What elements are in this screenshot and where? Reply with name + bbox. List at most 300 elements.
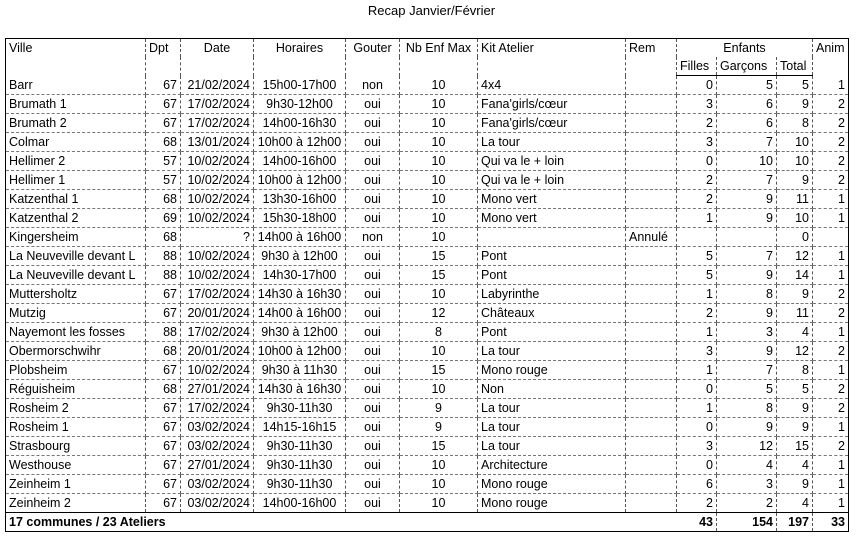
- cell-filles[interactable]: 3: [677, 342, 717, 361]
- cell-gouter[interactable]: oui: [346, 418, 400, 437]
- cell-gouter[interactable]: non: [346, 228, 400, 247]
- cell-date[interactable]: 03/02/2024: [181, 475, 254, 494]
- sheet-title: Recap Janvier/Février: [367, 3, 496, 18]
- cell-total[interactable]: 11: [777, 190, 813, 209]
- cell-horaires[interactable]: 14h30-17h00: [254, 266, 346, 285]
- cell-kit-atelier[interactable]: La tour: [478, 418, 626, 437]
- cell-anim[interactable]: 1: [813, 475, 849, 494]
- cell-garcons[interactable]: 9: [717, 342, 777, 361]
- cell-total[interactable]: 15: [777, 437, 813, 456]
- cell-total[interactable]: 10: [777, 152, 813, 171]
- header-anim[interactable]: Anim: [813, 39, 849, 76]
- cell-rem[interactable]: [626, 266, 677, 285]
- cell-total[interactable]: 5: [777, 76, 813, 95]
- cell-rem[interactable]: [626, 133, 677, 152]
- cell-anim[interactable]: 1: [813, 266, 849, 285]
- cell-garcons[interactable]: 9: [717, 190, 777, 209]
- cell-kit-atelier[interactable]: Pont: [478, 323, 626, 342]
- cell-gouter[interactable]: oui: [346, 456, 400, 475]
- cell-ville[interactable]: Réguisheim: [6, 380, 146, 399]
- cell-garcons[interactable]: 10: [717, 152, 777, 171]
- cell-dpt[interactable]: 67: [146, 76, 181, 95]
- cell-garcons[interactable]: 9: [717, 304, 777, 323]
- cell-horaires[interactable]: 9h30 à 11h30: [254, 361, 346, 380]
- cell-dpt[interactable]: 67: [146, 437, 181, 456]
- cell-kit-atelier[interactable]: Labyrinthe: [478, 285, 626, 304]
- cell-date[interactable]: 17/02/2024: [181, 285, 254, 304]
- cell-gouter[interactable]: oui: [346, 209, 400, 228]
- cell-date[interactable]: 10/02/2024: [181, 361, 254, 380]
- cell-anim[interactable]: 2: [813, 304, 849, 323]
- cell-gouter[interactable]: oui: [346, 380, 400, 399]
- cell-filles[interactable]: 0: [677, 456, 717, 475]
- cell-horaires[interactable]: 15h00-17h00: [254, 76, 346, 95]
- header-horaires[interactable]: Horaires: [254, 39, 346, 76]
- cell-date[interactable]: 10/02/2024: [181, 247, 254, 266]
- cell-date[interactable]: 03/02/2024: [181, 437, 254, 456]
- cell-filles[interactable]: 3: [677, 133, 717, 152]
- cell-horaires[interactable]: 14h30 à 16h30: [254, 380, 346, 399]
- cell-total[interactable]: 11: [777, 304, 813, 323]
- cell-garcons[interactable]: 5: [717, 76, 777, 95]
- cell-garcons[interactable]: 6: [717, 95, 777, 114]
- cell-rem[interactable]: [626, 171, 677, 190]
- cell-rem[interactable]: [626, 304, 677, 323]
- cell-total[interactable]: 0: [777, 228, 813, 247]
- cell-garcons[interactable]: 5: [717, 380, 777, 399]
- cell-filles[interactable]: 1: [677, 285, 717, 304]
- cell-anim[interactable]: 1: [813, 418, 849, 437]
- cell-kit-atelier[interactable]: Qui va le + loin: [478, 171, 626, 190]
- cell-total[interactable]: 4: [777, 456, 813, 475]
- cell-filles[interactable]: 3: [677, 437, 717, 456]
- cell-filles[interactable]: 1: [677, 361, 717, 380]
- cell-dpt[interactable]: 68: [146, 228, 181, 247]
- cell-ville[interactable]: Rosheim 1: [6, 418, 146, 437]
- cell-ville[interactable]: Plobsheim: [6, 361, 146, 380]
- cell-garcons[interactable]: 7: [717, 247, 777, 266]
- cell-rem[interactable]: [626, 380, 677, 399]
- cell-dpt[interactable]: 69: [146, 209, 181, 228]
- header-ville[interactable]: Ville: [6, 39, 146, 76]
- header-dpt[interactable]: Dpt: [146, 39, 181, 76]
- cell-ville[interactable]: Rosheim 2: [6, 399, 146, 418]
- cell-filles[interactable]: 5: [677, 247, 717, 266]
- cell-nb-enf-max[interactable]: 9: [400, 399, 478, 418]
- cell-dpt[interactable]: 68: [146, 342, 181, 361]
- cell-kit-atelier[interactable]: Non: [478, 380, 626, 399]
- cell-gouter[interactable]: oui: [346, 190, 400, 209]
- cell-dpt[interactable]: 67: [146, 304, 181, 323]
- cell-nb-enf-max[interactable]: 15: [400, 437, 478, 456]
- cell-rem[interactable]: [626, 342, 677, 361]
- header-garcons[interactable]: Garçons: [717, 57, 777, 76]
- cell-horaires[interactable]: 14h00-16h30: [254, 114, 346, 133]
- cell-gouter[interactable]: oui: [346, 494, 400, 513]
- cell-total[interactable]: 8: [777, 361, 813, 380]
- cell-dpt[interactable]: 68: [146, 133, 181, 152]
- cell-date[interactable]: 27/01/2024: [181, 380, 254, 399]
- cell-garcons[interactable]: 9: [717, 418, 777, 437]
- cell-ville[interactable]: Katzenthal 2: [6, 209, 146, 228]
- cell-kit-atelier[interactable]: 4x4: [478, 76, 626, 95]
- cell-dpt[interactable]: 68: [146, 380, 181, 399]
- cell-nb-enf-max[interactable]: 10: [400, 228, 478, 247]
- cell-anim[interactable]: 1: [813, 361, 849, 380]
- header-nb-enf-max[interactable]: Nb Enf Max: [400, 39, 478, 76]
- cell-dpt[interactable]: 67: [146, 494, 181, 513]
- cell-date[interactable]: 17/02/2024: [181, 323, 254, 342]
- cell-horaires[interactable]: 10h00 à 12h00: [254, 133, 346, 152]
- cell-date[interactable]: 27/01/2024: [181, 456, 254, 475]
- cell-gouter[interactable]: oui: [346, 266, 400, 285]
- cell-date[interactable]: 10/02/2024: [181, 209, 254, 228]
- cell-rem[interactable]: Annulé: [626, 228, 677, 247]
- cell-horaires[interactable]: 14h15-16h15: [254, 418, 346, 437]
- cell-gouter[interactable]: oui: [346, 323, 400, 342]
- cell-horaires[interactable]: 9h30 à 12h00: [254, 323, 346, 342]
- cell-anim[interactable]: 2: [813, 95, 849, 114]
- cell-kit-atelier[interactable]: Pont: [478, 266, 626, 285]
- cell-nb-enf-max[interactable]: 10: [400, 152, 478, 171]
- cell-date[interactable]: 17/02/2024: [181, 95, 254, 114]
- cell-rem[interactable]: [626, 456, 677, 475]
- cell-nb-enf-max[interactable]: 10: [400, 114, 478, 133]
- cell-date[interactable]: 10/02/2024: [181, 266, 254, 285]
- cell-filles[interactable]: 0: [677, 76, 717, 95]
- cell-rem[interactable]: [626, 494, 677, 513]
- cell-date[interactable]: 03/02/2024: [181, 494, 254, 513]
- cell-filles[interactable]: 2: [677, 171, 717, 190]
- cell-garcons[interactable]: 3: [717, 475, 777, 494]
- cell-kit-atelier[interactable]: Mono rouge: [478, 494, 626, 513]
- cell-anim[interactable]: 1: [813, 209, 849, 228]
- cell-anim[interactable]: 2: [813, 342, 849, 361]
- cell-nb-enf-max[interactable]: 10: [400, 494, 478, 513]
- cell-total[interactable]: 14: [777, 266, 813, 285]
- cell-ville[interactable]: Brumath 2: [6, 114, 146, 133]
- cell-total[interactable]: 9: [777, 285, 813, 304]
- cell-horaires[interactable]: 14h30 à 16h30: [254, 285, 346, 304]
- cell-gouter[interactable]: non: [346, 76, 400, 95]
- cell-ville[interactable]: Kingersheim: [6, 228, 146, 247]
- total-total[interactable]: 197: [777, 513, 813, 532]
- cell-nb-enf-max[interactable]: 10: [400, 456, 478, 475]
- cell-anim[interactable]: 2: [813, 399, 849, 418]
- table-row: [6, 494, 849, 513]
- cell-kit-atelier[interactable]: Architecture: [478, 456, 626, 475]
- cell-dpt[interactable]: 67: [146, 475, 181, 494]
- header-rem[interactable]: Rem: [626, 39, 677, 76]
- cell-dpt[interactable]: 67: [146, 418, 181, 437]
- cell-filles[interactable]: 5: [677, 266, 717, 285]
- cell-garcons[interactable]: 8: [717, 285, 777, 304]
- cell-filles[interactable]: 1: [677, 399, 717, 418]
- cell-anim[interactable]: 2: [813, 380, 849, 399]
- cell-kit-atelier[interactable]: Fana'girls/cœur: [478, 114, 626, 133]
- header-date[interactable]: Date: [181, 39, 254, 76]
- cell-horaires[interactable]: 9h30-11h30: [254, 399, 346, 418]
- cell-rem[interactable]: [626, 209, 677, 228]
- cell-anim[interactable]: 1: [813, 323, 849, 342]
- cell-total[interactable]: 10: [777, 209, 813, 228]
- cell-kit-atelier[interactable]: Mono vert: [478, 190, 626, 209]
- cell-anim[interactable]: 2: [813, 285, 849, 304]
- cell-garcons[interactable]: 9: [717, 266, 777, 285]
- cell-horaires[interactable]: 15h30-18h00: [254, 209, 346, 228]
- cell-dpt[interactable]: 57: [146, 152, 181, 171]
- cell-total[interactable]: 8: [777, 114, 813, 133]
- cell-filles[interactable]: 2: [677, 494, 717, 513]
- cell-rem[interactable]: [626, 190, 677, 209]
- cell-gouter[interactable]: oui: [346, 152, 400, 171]
- cell-total[interactable]: 4: [777, 323, 813, 342]
- cell-anim[interactable]: 1: [813, 494, 849, 513]
- cell-garcons[interactable]: 7: [717, 361, 777, 380]
- cell-anim[interactable]: 2: [813, 152, 849, 171]
- cell-kit-atelier[interactable]: Fana'girls/cœur: [478, 95, 626, 114]
- cell-nb-enf-max[interactable]: 10: [400, 76, 478, 95]
- cell-nb-enf-max[interactable]: 9: [400, 418, 478, 437]
- cell-garcons[interactable]: 9: [717, 209, 777, 228]
- cell-ville[interactable]: Strasbourg: [6, 437, 146, 456]
- cell-total[interactable]: 5: [777, 380, 813, 399]
- cell-gouter[interactable]: oui: [346, 114, 400, 133]
- cell-garcons[interactable]: 7: [717, 133, 777, 152]
- cell-garcons[interactable]: 2: [717, 494, 777, 513]
- cell-date[interactable]: ?: [181, 228, 254, 247]
- cell-date[interactable]: 10/02/2024: [181, 152, 254, 171]
- cell-ville[interactable]: Colmar: [6, 133, 146, 152]
- cell-kit-atelier[interactable]: La tour: [478, 399, 626, 418]
- cell-nb-enf-max[interactable]: 10: [400, 380, 478, 399]
- cell-ville[interactable]: La Neuveville devant L: [6, 247, 146, 266]
- cell-total[interactable]: 9: [777, 399, 813, 418]
- cell-total[interactable]: 9: [777, 171, 813, 190]
- cell-nb-enf-max[interactable]: 10: [400, 209, 478, 228]
- table-row: [6, 285, 849, 304]
- cell-horaires[interactable]: 9h30-11h30: [254, 437, 346, 456]
- cell-horaires[interactable]: 9h30 à 12h00: [254, 247, 346, 266]
- cell-ville[interactable]: Hellimer 2: [6, 152, 146, 171]
- cell-filles[interactable]: 2: [677, 190, 717, 209]
- cell-rem[interactable]: [626, 399, 677, 418]
- cell-dpt[interactable]: 88: [146, 266, 181, 285]
- cell-kit-atelier[interactable]: Mono rouge: [478, 361, 626, 380]
- cell-filles[interactable]: 0: [677, 152, 717, 171]
- cell-ville[interactable]: Katzenthal 1: [6, 190, 146, 209]
- cell-horaires[interactable]: 9h30-11h30: [254, 456, 346, 475]
- cell-rem[interactable]: [626, 361, 677, 380]
- cell-garcons[interactable]: 3: [717, 323, 777, 342]
- cell-nb-enf-max[interactable]: 15: [400, 361, 478, 380]
- cell-rem[interactable]: [626, 247, 677, 266]
- cell-ville[interactable]: Mutzig: [6, 304, 146, 323]
- cell-total[interactable]: 12: [777, 247, 813, 266]
- cell-date[interactable]: 03/02/2024: [181, 418, 254, 437]
- cell-filles[interactable]: 0: [677, 418, 717, 437]
- cell-nb-enf-max[interactable]: 10: [400, 171, 478, 190]
- cell-nb-enf-max[interactable]: 10: [400, 133, 478, 152]
- cell-total[interactable]: 9: [777, 418, 813, 437]
- cell-horaires[interactable]: 9h30-11h30: [254, 475, 346, 494]
- cell-total[interactable]: 12: [777, 342, 813, 361]
- cell-date[interactable]: 17/02/2024: [181, 399, 254, 418]
- cell-rem[interactable]: [626, 285, 677, 304]
- cell-nb-enf-max[interactable]: 10: [400, 475, 478, 494]
- total-garcons[interactable]: 154: [717, 513, 777, 532]
- cell-date[interactable]: 10/02/2024: [181, 190, 254, 209]
- cell-ville[interactable]: Westhouse: [6, 456, 146, 475]
- cell-dpt[interactable]: 67: [146, 361, 181, 380]
- cell-filles[interactable]: [677, 228, 717, 247]
- cell-horaires[interactable]: 13h30-16h00: [254, 190, 346, 209]
- cell-horaires[interactable]: 14h00 à 16h00: [254, 228, 346, 247]
- cell-anim[interactable]: 1: [813, 247, 849, 266]
- cell-nb-enf-max[interactable]: 15: [400, 247, 478, 266]
- cell-rem[interactable]: [626, 418, 677, 437]
- cell-kit-atelier[interactable]: La tour: [478, 342, 626, 361]
- cell-ville[interactable]: Zeinheim 2: [6, 494, 146, 513]
- cell-date[interactable]: 21/02/2024: [181, 76, 254, 95]
- cell-nb-enf-max[interactable]: 10: [400, 95, 478, 114]
- cell-kit-atelier[interactable]: [478, 228, 626, 247]
- cell-nb-enf-max[interactable]: 15: [400, 266, 478, 285]
- cell-horaires[interactable]: 9h30-12h00: [254, 95, 346, 114]
- cell-dpt[interactable]: 67: [146, 114, 181, 133]
- cell-gouter[interactable]: oui: [346, 437, 400, 456]
- cell-ville[interactable]: Zeinheim 1: [6, 475, 146, 494]
- cell-gouter[interactable]: oui: [346, 285, 400, 304]
- cell-garcons[interactable]: [717, 228, 777, 247]
- cell-total[interactable]: 4: [777, 494, 813, 513]
- cell-gouter[interactable]: oui: [346, 475, 400, 494]
- cell-garcons[interactable]: 6: [717, 114, 777, 133]
- cell-garcons[interactable]: 12: [717, 437, 777, 456]
- cell-nb-enf-max[interactable]: 8: [400, 323, 478, 342]
- cell-nb-enf-max[interactable]: 10: [400, 190, 478, 209]
- cell-dpt[interactable]: 68: [146, 190, 181, 209]
- cell-date[interactable]: 10/02/2024: [181, 171, 254, 190]
- cell-kit-atelier[interactable]: Mono rouge: [478, 475, 626, 494]
- cell-ville[interactable]: Hellimer 1: [6, 171, 146, 190]
- cell-ville[interactable]: Nayemont les fosses: [6, 323, 146, 342]
- cell-nb-enf-max[interactable]: 10: [400, 342, 478, 361]
- cell-anim[interactable]: 1: [813, 190, 849, 209]
- cell-horaires[interactable]: 10h00 à 12h00: [254, 342, 346, 361]
- cell-anim[interactable]: 1: [813, 76, 849, 95]
- cell-dpt[interactable]: 67: [146, 95, 181, 114]
- cell-total[interactable]: 9: [777, 95, 813, 114]
- cell-ville[interactable]: Obermorschwihr: [6, 342, 146, 361]
- cell-gouter[interactable]: oui: [346, 171, 400, 190]
- table-row: [6, 152, 849, 171]
- total-anim[interactable]: 33: [813, 513, 849, 532]
- cell-anim[interactable]: 2: [813, 133, 849, 152]
- cell-ville[interactable]: Barr: [6, 76, 146, 95]
- cell-date[interactable]: 20/01/2024: [181, 342, 254, 361]
- cell-anim[interactable]: 2: [813, 114, 849, 133]
- cell-date[interactable]: 20/01/2024: [181, 304, 254, 323]
- cell-anim[interactable]: [813, 228, 849, 247]
- cell-horaires[interactable]: 14h00-16h00: [254, 494, 346, 513]
- cell-filles[interactable]: 2: [677, 114, 717, 133]
- cell-rem[interactable]: [626, 323, 677, 342]
- header-row-1: [6, 39, 849, 58]
- cell-dpt[interactable]: 88: [146, 323, 181, 342]
- cell-dpt[interactable]: 57: [146, 171, 181, 190]
- header-total[interactable]: Total: [777, 57, 813, 76]
- cell-gouter[interactable]: oui: [346, 95, 400, 114]
- table-row: [6, 380, 849, 399]
- cell-rem[interactable]: [626, 95, 677, 114]
- cell-dpt[interactable]: 88: [146, 247, 181, 266]
- cell-rem[interactable]: [626, 152, 677, 171]
- cell-rem[interactable]: [626, 76, 677, 95]
- cell-ville[interactable]: La Neuveville devant L: [6, 266, 146, 285]
- cell-kit-atelier[interactable]: Pont: [478, 247, 626, 266]
- cell-kit-atelier[interactable]: Châteaux: [478, 304, 626, 323]
- cell-garcons[interactable]: 8: [717, 399, 777, 418]
- cell-filles[interactable]: 0: [677, 380, 717, 399]
- total-filles[interactable]: 43: [677, 513, 717, 532]
- cell-garcons[interactable]: 4: [717, 456, 777, 475]
- header-filles[interactable]: Filles: [677, 57, 717, 76]
- header-enfants[interactable]: Enfants: [677, 39, 813, 58]
- cell-ville[interactable]: Brumath 1: [6, 95, 146, 114]
- cell-garcons[interactable]: 7: [717, 171, 777, 190]
- cell-gouter[interactable]: oui: [346, 361, 400, 380]
- cell-gouter[interactable]: oui: [346, 304, 400, 323]
- cell-total[interactable]: 9: [777, 475, 813, 494]
- cell-anim[interactable]: 2: [813, 437, 849, 456]
- cell-ville[interactable]: Muttersholtz: [6, 285, 146, 304]
- cell-nb-enf-max[interactable]: 12: [400, 304, 478, 323]
- cell-filles[interactable]: 2: [677, 304, 717, 323]
- cell-gouter[interactable]: oui: [346, 133, 400, 152]
- cell-filles[interactable]: 6: [677, 475, 717, 494]
- cell-filles[interactable]: 1: [677, 209, 717, 228]
- cell-dpt[interactable]: 67: [146, 456, 181, 475]
- cell-rem[interactable]: [626, 475, 677, 494]
- cell-horaires[interactable]: 10h00 à 12h00: [254, 171, 346, 190]
- cell-dpt[interactable]: 67: [146, 285, 181, 304]
- cell-gouter[interactable]: oui: [346, 342, 400, 361]
- cell-kit-atelier[interactable]: La tour: [478, 437, 626, 456]
- cell-horaires[interactable]: 14h00-16h00: [254, 152, 346, 171]
- cell-horaires[interactable]: 14h00 à 16h00: [254, 304, 346, 323]
- cell-date[interactable]: 17/02/2024: [181, 114, 254, 133]
- cell-kit-atelier[interactable]: La tour: [478, 133, 626, 152]
- cell-total[interactable]: 10: [777, 133, 813, 152]
- cell-date[interactable]: 13/01/2024: [181, 133, 254, 152]
- cell-gouter[interactable]: oui: [346, 247, 400, 266]
- cell-kit-atelier[interactable]: Qui va le + loin: [478, 152, 626, 171]
- header-gouter[interactable]: Gouter: [346, 39, 400, 76]
- cell-nb-enf-max[interactable]: 10: [400, 285, 478, 304]
- cell-anim[interactable]: 1: [813, 456, 849, 475]
- cell-rem[interactable]: [626, 114, 677, 133]
- cell-filles[interactable]: 3: [677, 95, 717, 114]
- cell-anim[interactable]: 2: [813, 171, 849, 190]
- cell-rem[interactable]: [626, 437, 677, 456]
- cell-dpt[interactable]: 67: [146, 399, 181, 418]
- header-kit-atelier[interactable]: Kit Atelier: [478, 39, 626, 76]
- totals-label[interactable]: 17 communes / 23 Ateliers: [6, 513, 677, 532]
- cell-gouter[interactable]: oui: [346, 399, 400, 418]
- cell-kit-atelier[interactable]: Mono vert: [478, 209, 626, 228]
- cell-filles[interactable]: 1: [677, 323, 717, 342]
